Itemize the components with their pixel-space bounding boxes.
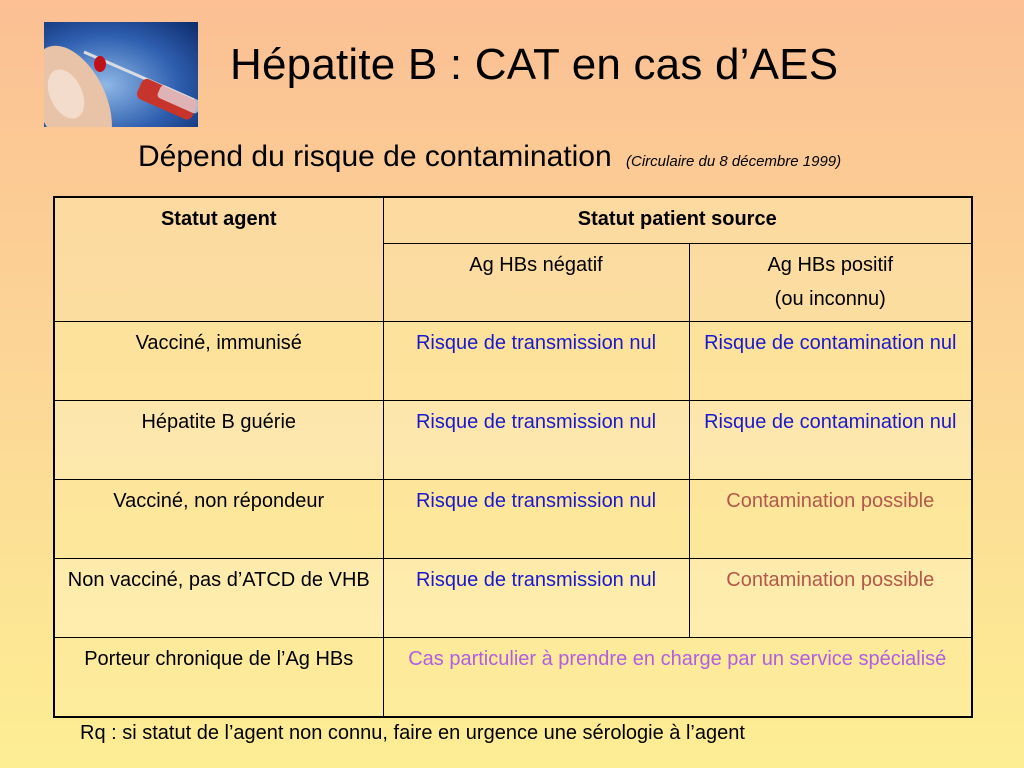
header-ag-hbs-negative: Ag HBs négatif [383,244,689,322]
positive-source-cell: Risque de contamination nul [689,401,972,480]
subtitle-main: Dépend du risque de contamination [138,140,612,173]
table-row [54,638,972,718]
header-ag-hbs-positive-line2: (ou inconnu) [774,288,886,310]
positive-source-cell: Risque de contamination nul [689,322,972,401]
header-ag-hbs-positive-line1: Ag HBs positif [767,254,894,276]
subtitle-note: (Circulaire du 8 décembre 1999) [626,153,842,170]
header-agent-status: Statut agent [54,197,383,322]
footnote: Rq : si statut de l’agent non connu, faire en urgence une sérologie à l’agent [80,722,745,744]
needle-finger-illustration [44,22,198,127]
slide-title: Hépatite B : CAT en cas d’AES [230,40,839,89]
table-row [54,480,972,559]
special-case-cell: Cas particulier à prendre en charge par un service spécialisé [383,638,972,718]
negative-source-cell: Risque de transmission nul [383,559,689,638]
risk-table [53,196,973,718]
slide-subtitle [138,140,841,174]
agent-status-cell: Hépatite B guérie [54,401,383,480]
header-patient-status: Statut patient source [383,197,972,244]
table-row [54,322,972,401]
agent-status-cell: Vacciné, non répondeur [54,480,383,559]
agent-status-cell: Non vacciné, pas d’ATCD de VHB [54,559,383,638]
needle-finger-photo [44,22,198,127]
positive-source-cell: Contamination possible [689,480,972,559]
agent-status-cell: Porteur chronique de l’Ag HBs [54,638,383,718]
table-row [54,401,972,480]
agent-status-cell: Vacciné, immunisé [54,322,383,401]
negative-source-cell: Risque de transmission nul [383,401,689,480]
header-ag-hbs-positive [689,244,972,322]
negative-source-cell: Risque de transmission nul [383,322,689,401]
negative-source-cell: Risque de transmission nul [383,480,689,559]
table-header-row [54,197,972,244]
table-row [54,559,972,638]
positive-source-cell: Contamination possible [689,559,972,638]
